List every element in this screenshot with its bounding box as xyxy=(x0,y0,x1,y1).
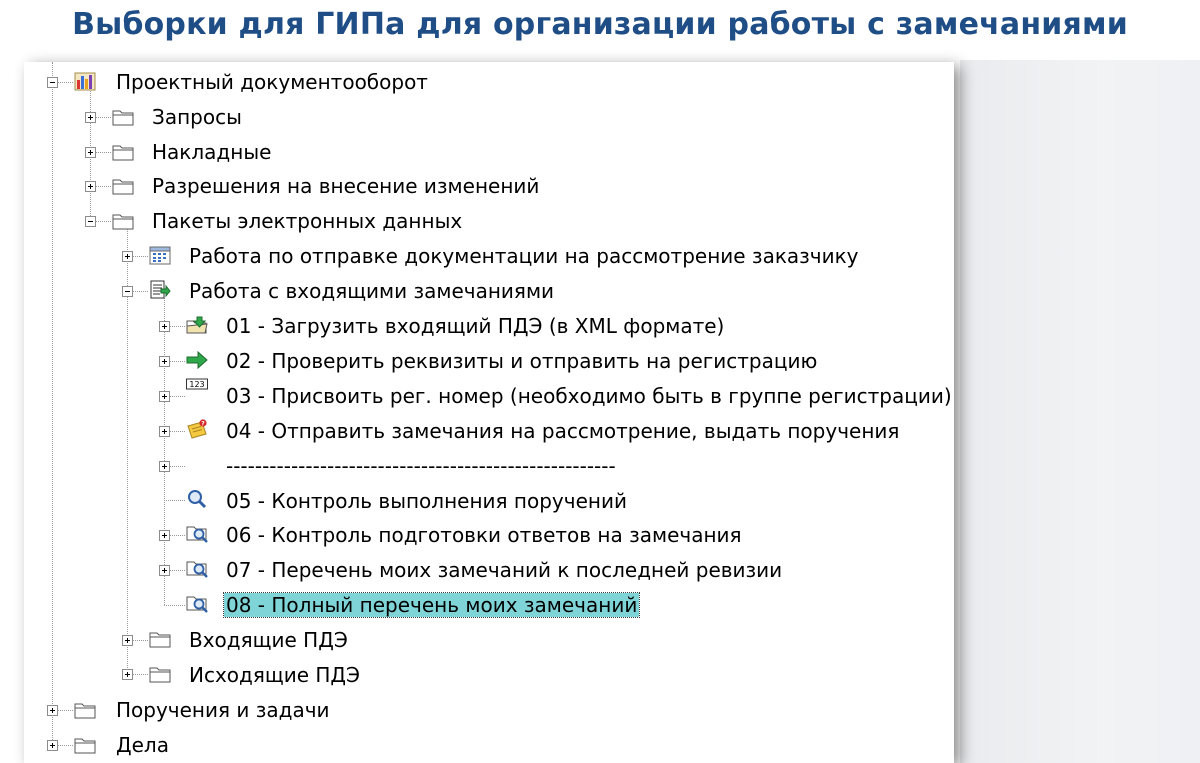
expand-toggle[interactable] xyxy=(47,705,58,716)
expand-toggle[interactable] xyxy=(122,669,133,680)
tree-item-step06[interactable]: 06 - Контроль подготовки ответов на замечания xyxy=(226,523,742,547)
load-folder-icon xyxy=(186,315,208,335)
tree-item-queries[interactable]: Запросы xyxy=(152,105,242,129)
tree-line xyxy=(52,62,53,750)
tree-item-change-permits[interactable]: Разрешения на внесение изменений xyxy=(152,174,540,198)
tree-item-step01[interactable]: 01 - Загрузить входящий ПДЭ (в XML формате) xyxy=(226,314,725,338)
folder-icon xyxy=(74,700,96,720)
tree-item-step02[interactable]: 02 - Проверить реквизиты и отправить на регистрацию xyxy=(226,349,818,373)
tree-line xyxy=(164,298,165,605)
tree-item-orders-tasks[interactable]: Поручения и задачи xyxy=(116,698,330,722)
tree-item-step08-selected[interactable]: 08 - Полный перечень моих замечаний xyxy=(226,593,638,617)
tree-item-separator[interactable]: ------------------------------------------------------ xyxy=(226,454,616,478)
tree-view[interactable] xyxy=(24,62,954,763)
expand-toggle[interactable] xyxy=(47,740,58,751)
expand-toggle[interactable] xyxy=(85,147,96,158)
tree-item-incoming-remarks[interactable]: Работа с входящими замечаниями xyxy=(189,279,555,303)
folder-icon xyxy=(112,211,134,231)
collapse-toggle[interactable] xyxy=(85,216,96,227)
tree-item-step07[interactable]: 07 - Перечень моих замечаний к последней ревизии xyxy=(226,558,783,582)
folder-icon xyxy=(112,176,134,196)
query-folder-icon xyxy=(186,593,208,613)
expand-toggle[interactable] xyxy=(159,530,170,541)
expand-toggle[interactable] xyxy=(159,321,170,332)
expand-toggle[interactable] xyxy=(159,461,170,472)
expand-toggle[interactable] xyxy=(85,181,96,192)
collapse-toggle[interactable] xyxy=(122,286,133,297)
chart-bars-icon xyxy=(74,71,96,91)
folder-icon xyxy=(112,107,134,127)
tree-item-step04[interactable]: 04 - Отправить замечания на рассмотрение, выдать поручения xyxy=(226,419,900,443)
background-shade xyxy=(960,60,1200,763)
green-arrow-icon xyxy=(186,350,208,370)
tree-item-step05[interactable]: 05 - Контроль выполнения поручений xyxy=(226,489,627,513)
note-question-icon xyxy=(186,419,208,439)
query-folder-icon xyxy=(186,558,208,578)
calendar-grid-icon xyxy=(149,245,171,265)
tree-item-edp[interactable]: Пакеты электронных данных xyxy=(152,209,463,233)
number-123-icon xyxy=(186,378,208,398)
tree-item-incoming-pde[interactable]: Входящие ПДЭ xyxy=(189,628,348,652)
collapse-toggle[interactable] xyxy=(47,77,58,88)
tree-item-outgoing-pde[interactable]: Исходящие ПДЭ xyxy=(189,663,361,687)
tree-item-root[interactable]: Проектный документооборот xyxy=(116,70,428,94)
slide-title: Выборки для ГИПа для организации работы с замечаниями xyxy=(72,7,1128,42)
tree-item-waybills[interactable]: Накладные xyxy=(152,140,272,164)
expand-toggle[interactable] xyxy=(122,251,133,262)
folder-icon xyxy=(149,664,171,684)
expand-toggle[interactable] xyxy=(85,112,96,123)
tree-panel xyxy=(24,62,954,763)
svg-text:?: ? xyxy=(201,420,205,428)
query-folder-icon xyxy=(186,523,208,543)
expand-toggle[interactable] xyxy=(159,391,170,402)
folder-icon xyxy=(149,629,171,649)
expand-toggle[interactable] xyxy=(159,565,170,576)
expand-toggle[interactable] xyxy=(159,426,170,437)
folder-icon xyxy=(112,142,134,162)
tree-item-step03[interactable]: 03 - Присвоить рег. номер (необходимо быть в группе регистрации) xyxy=(226,384,952,408)
magnifier-icon xyxy=(186,489,208,509)
svg-text:123: 123 xyxy=(189,380,205,389)
expand-toggle[interactable] xyxy=(122,635,133,646)
document-arrow-icon xyxy=(149,280,171,300)
tree-item-send-docs[interactable]: Работа по отправке документации на рассмотрение заказчику xyxy=(189,244,859,268)
expand-toggle[interactable] xyxy=(159,356,170,367)
folder-icon xyxy=(74,735,96,755)
tree-item-cases[interactable]: Дела xyxy=(116,733,169,757)
